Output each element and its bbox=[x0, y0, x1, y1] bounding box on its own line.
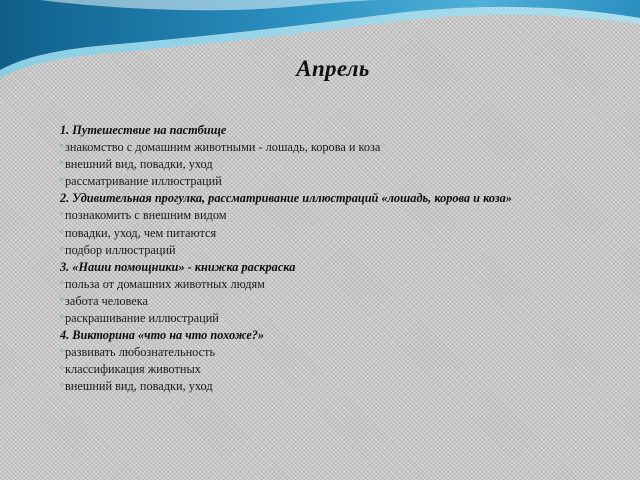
bullet-item bbox=[60, 293, 620, 310]
bullet-marker-icon: ▫ bbox=[60, 276, 64, 287]
section-heading bbox=[60, 190, 620, 207]
bullet-marker-icon: ▫ bbox=[60, 379, 64, 390]
bullet-text: забота человека bbox=[65, 293, 148, 308]
bullet-marker-icon: ▫ bbox=[60, 362, 64, 373]
bullet-marker-icon: ▫ bbox=[60, 208, 64, 219]
bullet-text: развивать любознательность bbox=[65, 345, 216, 360]
section-heading-text: 2. Удивительная прогулка, рассматривание иллюстраций «лошадь, корова и коза» bbox=[60, 191, 512, 206]
bullet-item bbox=[60, 378, 620, 395]
bullet-marker-icon: ▫ bbox=[60, 242, 64, 253]
bullet-text: раскрашивание иллюстраций bbox=[65, 311, 219, 326]
section-heading bbox=[60, 327, 620, 344]
bullet-text: знакомство с домашним животными - лошадь, корова и коза bbox=[65, 140, 381, 155]
bullet-item bbox=[60, 173, 620, 190]
bullet-text: рассматривание иллюстраций bbox=[65, 174, 222, 189]
section-heading-text: 3. «Наши помощники» - книжка раскраска bbox=[60, 259, 296, 274]
bullet-text: внешний вид, повадки, уход bbox=[65, 157, 213, 172]
bullet-text: классификация животных bbox=[65, 362, 201, 377]
bullet-item bbox=[60, 361, 620, 378]
bullet-item bbox=[60, 156, 620, 173]
section-heading-text: 1. Путешествие на пастбище bbox=[60, 123, 227, 137]
bullet-marker-icon: ▫ bbox=[60, 345, 64, 356]
bullet-text: польза от домашних животных людям bbox=[65, 276, 265, 291]
bullet-item bbox=[60, 344, 620, 361]
bullet-item bbox=[60, 139, 620, 156]
bullet-marker-icon: ▫ bbox=[60, 157, 64, 168]
bullet-item bbox=[60, 207, 620, 224]
bullet-text: познакомить с внешним видом bbox=[65, 208, 227, 223]
bullet-marker-icon: ▫ bbox=[60, 174, 64, 185]
section-heading-text: 4. Викторина «что на что похоже?» bbox=[60, 328, 265, 343]
bullet-marker-icon: ▫ bbox=[60, 311, 64, 322]
section-heading bbox=[60, 122, 620, 139]
content-list bbox=[60, 122, 620, 396]
slide-title: Апрель bbox=[296, 56, 370, 81]
bullet-item bbox=[60, 225, 620, 242]
bullet-item bbox=[60, 276, 620, 293]
bullet-marker-icon: ▫ bbox=[60, 293, 64, 304]
bullet-text: повадки, уход, чем питаются bbox=[65, 225, 217, 240]
bullet-marker-icon: ▫ bbox=[60, 140, 64, 151]
bullet-item bbox=[60, 242, 620, 259]
bullet-marker-icon: ▫ bbox=[60, 225, 64, 236]
bullet-item bbox=[60, 310, 620, 327]
bullet-text: внешний вид, повадки, уход bbox=[65, 379, 213, 394]
section-heading bbox=[60, 259, 620, 276]
bullet-text: подбор иллюстраций bbox=[65, 242, 176, 257]
